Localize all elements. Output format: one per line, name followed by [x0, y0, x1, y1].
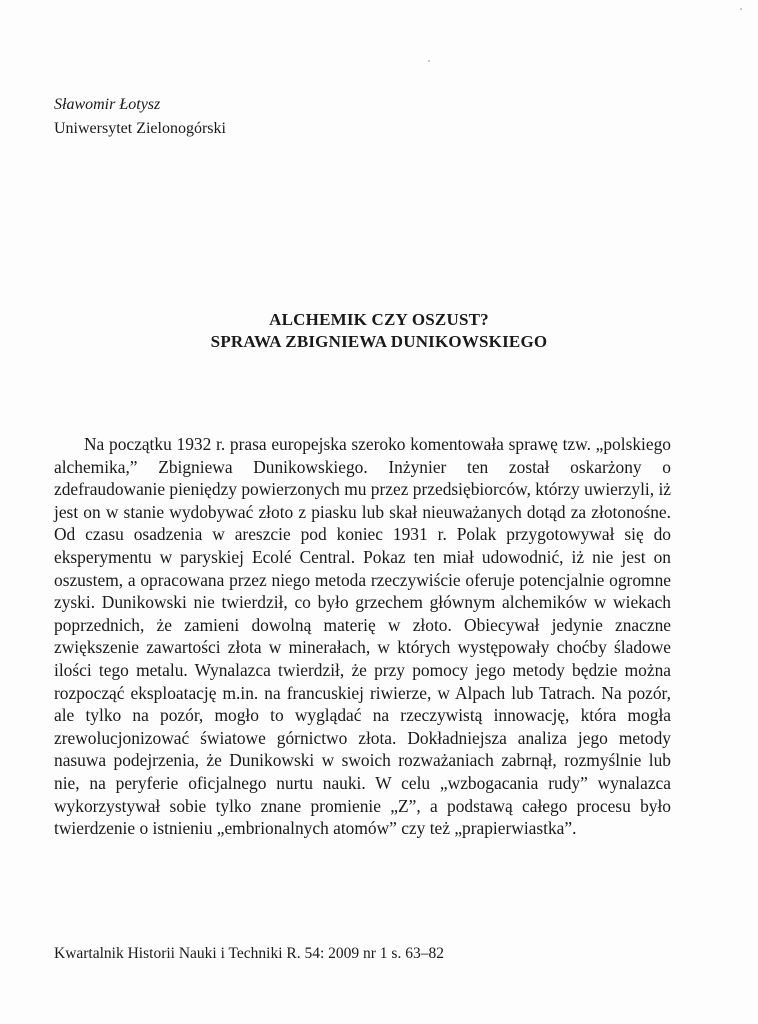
author-name: Sławomir Łotysz — [54, 96, 161, 113]
title-line-2: SPRAWA ZBIGNIEWA DUNIKOWSKIEGO — [210, 332, 548, 351]
author-block — [54, 93, 226, 141]
article-title — [0, 309, 758, 353]
title-line-1: ALCHEMIK CZY OSZUST? — [269, 310, 489, 329]
body-paragraph: Na początku 1932 r. prasa europejska szeroko komentowała sprawę tzw. „polskiego alchemika,” Zbigniewa Dunikowskiego. Inżynier ten został oskarżony o zdefraudowanie pieniędzy powierzonych mu przez przedsiębiorców, którzy uwierzyli, iż jest on w stanie wydobywać złoto z piasku lub skał nieuważanych dotąd za złotonośne. Od czasu osadzenia w areszcie pod koniec 1931 r. Polak przygotowywał się do eksperymentu w paryskiej Ecolé Central. Pokaz ten miał udowodnić, iż nie jest on oszustem, a opracowana przez niego metoda rzeczywiście oferuje potencjalnie ogromne zyski. Dunikowski nie twierdził, co było grzechem głównym alchemików w wiekach poprzednich, że zamieni dowolną materię w złoto. Obiecywał jedynie znaczne zwiększenie zawartości złota w minerałach, w których występowały choćby śladowe ilości tego metalu. Wynalazca twierdził, że przy pomocy jego metody będzie można rozpocząć eksploatację m.in. na francuskiej riwierze, w Alpach lub Tatrach. Na pozór, ale tylko na pozór, mogło to wyglądać na rzeczywistą innowację, która mogła zrewolucjonizować światowe górnictwo złota. Dokładniejsza analiza jego metody nasuwa podejrzenia, że Dunikowski w swoich rozważaniach zabrnął, rozmyślnie lub nie, na peryferie oficjalnego nurtu nauki. W celu „wzbogacania rudy” wynalazca wykorzystywał sobie tylko znane promienie „Z”, a podstawą całego procesu było twierdzenie o istnieniu „embrionalnych atomów” czy też „prapierwiastka”. — [54, 434, 671, 839]
scan-speck — [428, 60, 430, 62]
scan-speck — [740, 8, 742, 10]
journal-citation: Kwartalnik Historii Nauki i Techniki R. 54: 2009 nr 1 s. 63–82 — [54, 945, 444, 962]
author-affiliation: Uniwersytet Zielonogórski — [54, 120, 226, 137]
